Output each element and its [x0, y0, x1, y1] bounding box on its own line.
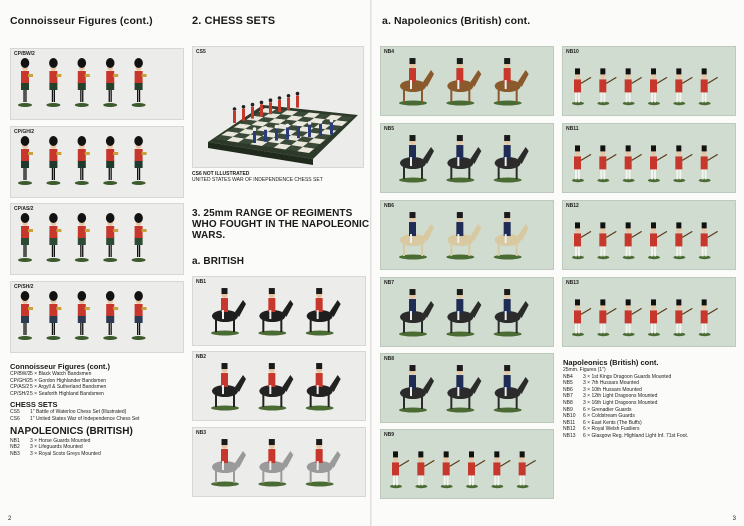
- figures-image: [563, 47, 735, 115]
- item-code: NB3: [10, 450, 20, 457]
- right-list-heading: Napoleonics (British) cont.: [563, 358, 659, 367]
- photo-label: CP/GH/2: [14, 129, 35, 135]
- product-photo: [380, 200, 554, 270]
- list-item: [563, 433, 688, 440]
- item-text: 3 × Royal Scots Greys Mounted: [30, 450, 101, 457]
- photo-label: NB2: [196, 354, 207, 360]
- list-item: [10, 438, 139, 445]
- photo-label: NB13: [566, 280, 579, 286]
- item-text: 6 × Grenadier Guards: [583, 406, 632, 413]
- chess-photo: [192, 46, 364, 168]
- item-code: NB13: [563, 432, 576, 439]
- photo-label: NB1: [196, 279, 207, 285]
- product-photo: [562, 46, 736, 116]
- figures-image: [11, 282, 183, 352]
- item-code: NB12: [563, 426, 576, 433]
- page-number-right: 3: [732, 516, 736, 522]
- list-item: [563, 400, 688, 407]
- product-photo: [562, 123, 736, 193]
- list-item: [563, 407, 688, 414]
- figures-image: [381, 278, 553, 346]
- item-code: NB9: [563, 406, 573, 413]
- product-photo: [380, 353, 554, 423]
- list-item: [563, 374, 688, 381]
- item-text: 3 × 16th Light Dragoons Mounted: [583, 399, 658, 406]
- item-code: NB10: [563, 413, 576, 420]
- item-text: 1" Battle of Waterloo Chess Set (Illustrated): [30, 409, 127, 416]
- list-heading-connoisseur: Connoisseur Figures (cont.): [10, 362, 111, 371]
- product-photo: [380, 123, 554, 193]
- figures-image: [11, 204, 183, 274]
- item-code: NB8: [563, 399, 573, 406]
- item-code: CP/BW/2: [10, 371, 31, 377]
- photo-label: CS5: [196, 49, 206, 55]
- product-photo: [562, 277, 736, 347]
- photo-label: CP/SH/2: [14, 284, 34, 290]
- product-photo: [192, 427, 366, 497]
- list-item: [10, 444, 139, 451]
- figures-image: [381, 124, 553, 192]
- list-item: [10, 384, 139, 391]
- product-photo: [380, 429, 554, 499]
- list-item: [10, 451, 139, 458]
- figures-image: [563, 201, 735, 269]
- item-text: 3 × Lifeguards Mounted: [30, 444, 83, 451]
- photo-label: NB11: [566, 126, 579, 132]
- col1-heading: Connoisseur Figures (cont.): [10, 15, 153, 27]
- photo-label: NB9: [384, 432, 395, 438]
- spread-gutter: [370, 0, 372, 526]
- product-photo: [562, 200, 736, 270]
- product-photo: [380, 46, 554, 116]
- product-photo: [10, 126, 184, 198]
- item-text: 5 × Black Watch Bandsmen: [30, 371, 92, 377]
- item-text: 3 × 7th Hussars Mounted: [583, 380, 640, 387]
- item-code: NB2: [10, 444, 20, 451]
- section3-line3: WARS.: [192, 230, 226, 241]
- item-text: 5 × Seaforth Highland Bandsmen: [30, 390, 104, 397]
- figures-image: [381, 47, 553, 115]
- item-text: 5 × Argyll & Sutherland Bandsmen: [30, 384, 107, 391]
- figures-image: [381, 201, 553, 269]
- photo-label: NB7: [384, 280, 395, 286]
- photo-label: NB8: [384, 356, 395, 362]
- item-code: NB11: [563, 419, 576, 426]
- list-item: [563, 393, 688, 400]
- figures-image: [193, 428, 365, 496]
- figures-image: [381, 430, 553, 498]
- product-photo: [10, 48, 184, 120]
- list-heading-chess: CHESS SETS: [10, 400, 58, 410]
- figures-image: [11, 49, 183, 119]
- item-code: NB5: [563, 380, 573, 387]
- photo-label: NB12: [566, 203, 579, 209]
- photo-label: NB6: [384, 203, 395, 209]
- list-item: [563, 380, 688, 387]
- chess-note-text: UNITED STATES WAR OF INDEPENDENCE CHESS SET: [192, 177, 323, 183]
- product-photo: [380, 277, 554, 347]
- item-code: NB4: [563, 373, 573, 380]
- right-list: [563, 358, 688, 440]
- item-text: 3 × 1st Kings Dragoon Guards Mounted: [583, 373, 672, 380]
- photo-label: NB10: [566, 49, 579, 55]
- item-code: NB7: [563, 393, 573, 400]
- section3-line1: 3. 25mm RANGE OF REGIMENTS: [192, 208, 353, 219]
- item-code: CP/AS/2: [10, 384, 30, 391]
- item-text: 1" United States War of Independence Chess Set: [30, 415, 140, 422]
- list-item: [10, 371, 139, 378]
- section3-line2: WHO FOUGHT IN THE NAPOLEONIC: [192, 219, 370, 230]
- item-text: 6 × Coldstream Guards: [583, 413, 635, 420]
- list-item: [563, 387, 688, 394]
- figures-image: [381, 354, 553, 422]
- list-item: [10, 391, 139, 398]
- figures-image: [563, 124, 735, 192]
- item-text: 6 × Royal Welsh Fusiliers: [583, 426, 640, 433]
- section3-heading: [192, 208, 369, 241]
- item-text: 3 × 10th Hussars Mounted: [583, 386, 642, 393]
- chess-heading: 2. CHESS SETS: [192, 15, 276, 27]
- item-code: CS5: [10, 409, 20, 416]
- list-item: [10, 416, 139, 423]
- british-heading: a. BRITISH: [192, 256, 245, 267]
- photo-label: CP/AS/2: [14, 206, 34, 212]
- figures-image: [11, 127, 183, 197]
- item-code: CP/SH/2: [10, 390, 30, 397]
- list-heading-napoleonics: NAPOLEONICS (BRITISH): [10, 425, 133, 437]
- item-text: 6 × East Kents (The Buffs): [583, 419, 642, 426]
- item-code: CP/GH/2: [10, 377, 31, 384]
- list-item: [563, 426, 688, 433]
- item-code: CS6: [10, 415, 20, 422]
- product-photo: [192, 276, 366, 346]
- right-list-sub: 25mm. Figures (1"): [563, 367, 606, 373]
- page-number-left: 2: [8, 516, 12, 522]
- product-photo: [10, 203, 184, 275]
- list-item: [10, 378, 139, 385]
- photo-label: NB3: [196, 430, 207, 436]
- photo-label: NB5: [384, 126, 395, 132]
- right-heading: a. Napoleonics (British) cont.: [382, 15, 531, 27]
- chess-set-image: [193, 47, 363, 167]
- item-code: NB1: [10, 437, 20, 444]
- figures-image: [193, 352, 365, 420]
- item-text: 3 × 12th Light Dragoons Mounted: [583, 393, 658, 400]
- list-item: [10, 409, 139, 416]
- item-text: 5 × Gordon Highlander Bandsmen: [30, 377, 107, 384]
- chess-note-bold: CS6 NOT ILLUSTRATED: [192, 171, 250, 177]
- chess-note: [192, 171, 323, 183]
- figures-image: [193, 277, 365, 345]
- product-photo: [10, 281, 184, 353]
- figures-image: [563, 278, 735, 346]
- item-text: 3 × Horse Guards Mounted: [30, 437, 91, 444]
- photo-label: NB4: [384, 49, 395, 55]
- photo-label: CP/BW/2: [14, 51, 35, 57]
- list-item: [563, 413, 688, 420]
- product-photo: [192, 351, 366, 421]
- item-text: 6 × Glasgow Reg. Highland Light Inf. 71st Foot.: [583, 432, 689, 439]
- list-item: [563, 420, 688, 427]
- left-list: [10, 362, 139, 457]
- item-code: NB6: [563, 386, 573, 393]
